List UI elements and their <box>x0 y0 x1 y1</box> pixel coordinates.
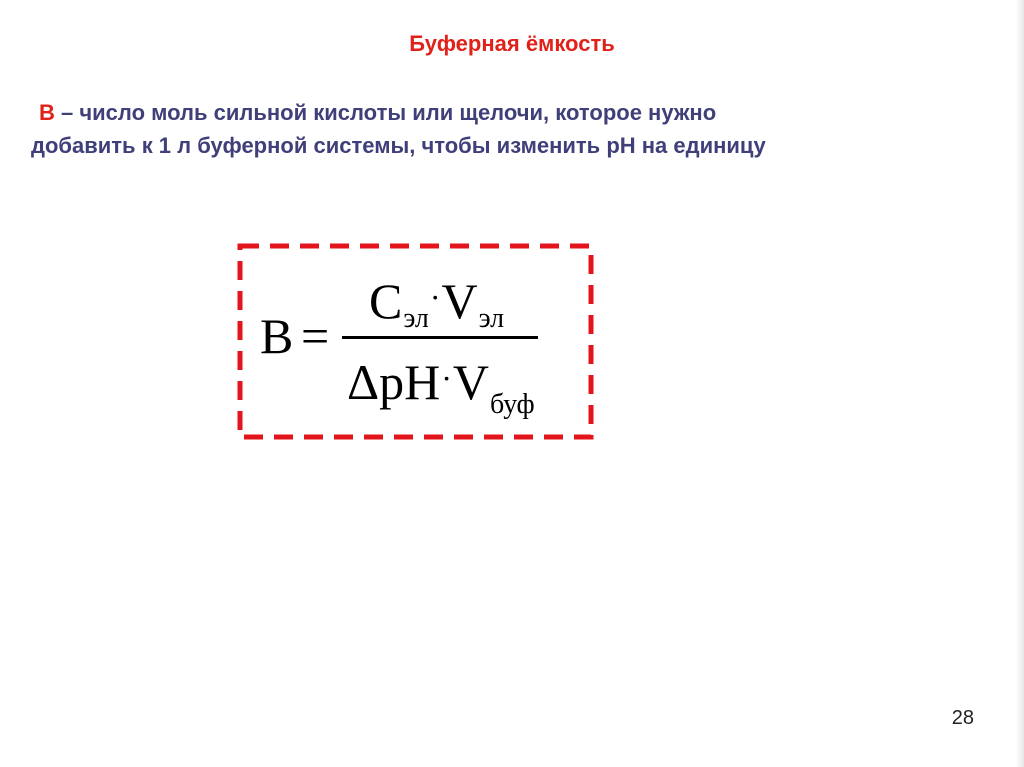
slide-title: Буферная ёмкость <box>409 31 615 56</box>
buffer-capacity-formula <box>237 243 594 440</box>
formula-equals: = <box>301 308 330 364</box>
numerator-v-subscript: эл <box>478 303 505 334</box>
denominator-v-subscript: буф <box>490 389 535 420</box>
definition-text <box>31 96 1006 162</box>
numerator-dot: · <box>429 279 441 315</box>
denominator-delta-ph: ΔpH <box>347 354 441 410</box>
formula-frame <box>237 243 594 440</box>
formula-numerator <box>369 273 504 338</box>
slide-edge-shadow <box>1016 0 1024 767</box>
numerator-c-subscript: эл <box>403 303 429 334</box>
definition-variable: B <box>39 100 55 125</box>
numerator-v: V <box>441 273 478 329</box>
definition-line-1 <box>31 96 1006 129</box>
formula-lhs: B <box>260 308 294 364</box>
definition-line-1-text: – число моль сильной кислоты или щелочи, которое нужно <box>54 100 717 125</box>
definition-line-2: добавить к 1 л буферной системы, чтобы изменить pH на единицу <box>31 133 766 158</box>
numerator-c: C <box>369 273 403 329</box>
page-number: 28 <box>951 707 974 729</box>
fraction-bar <box>342 336 538 339</box>
formula-denominator <box>347 354 535 419</box>
denominator-dot: · <box>441 360 452 396</box>
denominator-v: V <box>452 354 490 410</box>
